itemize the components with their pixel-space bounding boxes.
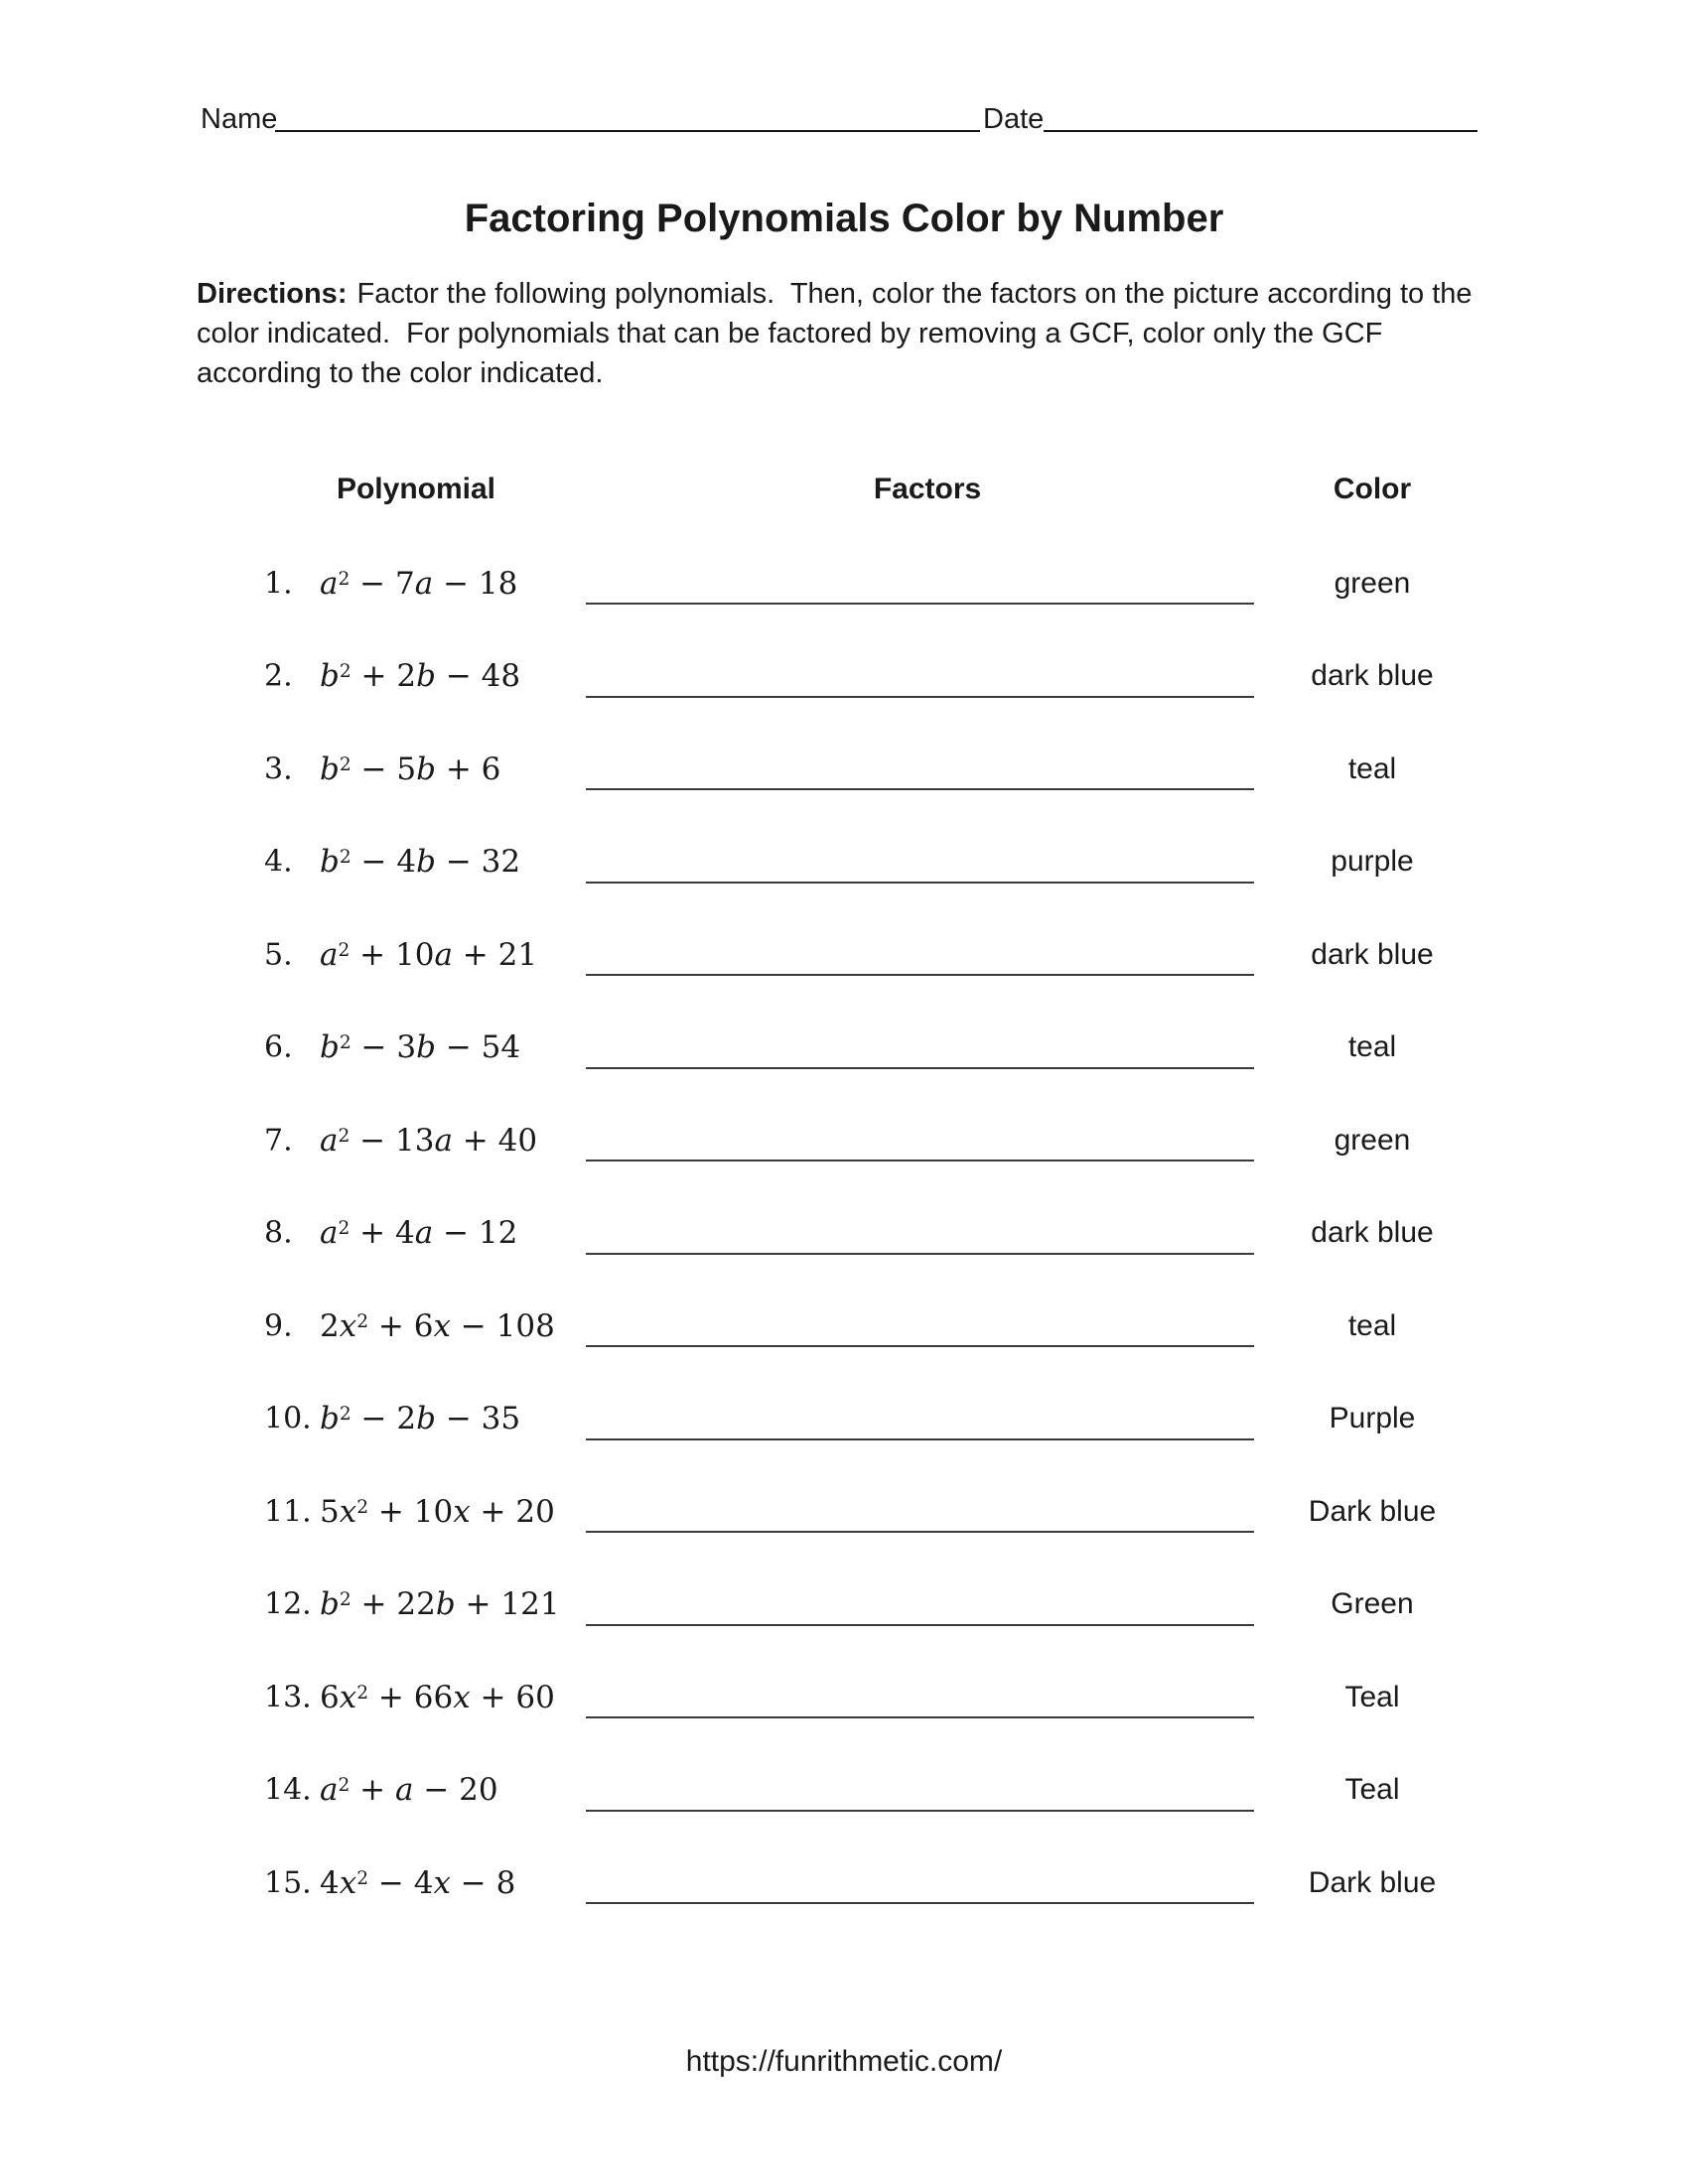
table-row [0, 908, 1688, 1002]
factors-blank-line [586, 1531, 1254, 1533]
color-label: Teal [1344, 1680, 1400, 1713]
table-header-row [0, 467, 1688, 512]
color-label: teal [1347, 1308, 1397, 1342]
factors-blank-line [586, 1810, 1254, 1812]
factors-blank-line [586, 1902, 1254, 1904]
name-blank-line [275, 102, 980, 132]
polynomial-expression: $b^2 - 4b - 32$ [320, 844, 521, 881]
table-row [0, 1280, 1688, 1373]
color-label: Dark blue [1308, 1494, 1437, 1528]
polynomial-expression: $a^2 + 10a + 21$ [320, 936, 538, 973]
polynomial-expression: $2x^2 + 6x - 108$ [320, 1307, 555, 1344]
directions-label: Directions: [197, 278, 348, 310]
row-number: 1. [264, 566, 293, 602]
row-number: 12. [264, 1586, 312, 1622]
polynomial-expression: $a^2 - 7a - 18$ [320, 565, 518, 602]
factors-blank-line [586, 1438, 1254, 1440]
polynomial-expression: $4x^2 - 4x - 8$ [320, 1864, 516, 1901]
row-number: 13. [264, 1680, 312, 1715]
date-blank-line [1044, 102, 1477, 132]
polynomial-expression: $b^2 - 2b - 35$ [320, 1401, 521, 1437]
color-label: dark blue [1311, 659, 1434, 693]
table-row [0, 630, 1688, 724]
problem-list [0, 537, 1688, 1930]
factors-blank-line [586, 696, 1254, 698]
table-row [0, 1465, 1688, 1559]
color-label: Purple [1329, 1402, 1416, 1435]
column-header-factors: Factors [873, 473, 982, 505]
factors-blank-line [586, 1160, 1254, 1161]
color-label: Teal [1344, 1773, 1400, 1807]
factors-blank-line [586, 882, 1254, 884]
color-label: teal [1347, 751, 1397, 785]
color-label: purple [1331, 845, 1414, 879]
color-label: dark blue [1311, 1216, 1434, 1250]
row-number: 4. [264, 844, 293, 880]
page-title: Factoring Polynomials Color by Number [464, 197, 1224, 240]
factors-blank-line [586, 788, 1254, 790]
color-label: Dark blue [1308, 1865, 1437, 1899]
column-header-color: Color [1333, 473, 1412, 505]
factors-blank-line [586, 1716, 1254, 1718]
table-row [0, 1744, 1688, 1838]
directions-paragraph [197, 274, 1492, 393]
factors-blank-line [586, 603, 1254, 605]
polynomial-expression: $6x^2 + 66x + 60$ [320, 1679, 555, 1715]
color-label: green [1334, 566, 1411, 600]
polynomial-expression: $b^2 - 3b - 54$ [320, 1029, 521, 1066]
table-row [0, 1094, 1688, 1187]
name-label: Name [201, 103, 278, 135]
polynomial-expression: $a^2 + a - 20$ [320, 1772, 498, 1809]
table-row [0, 1002, 1688, 1095]
footer-url: https://funrithmetic.com/ [685, 2045, 1003, 2078]
polynomial-expression: $b^2 - 5b + 6$ [320, 751, 501, 787]
table-row [0, 537, 1688, 630]
table-row [0, 1187, 1688, 1281]
polynomial-expression: $b^2 + 2b - 48$ [320, 658, 521, 695]
row-number: 2. [264, 658, 293, 694]
factors-blank-line [586, 974, 1254, 976]
table-row [0, 1651, 1688, 1744]
table-row [0, 1373, 1688, 1466]
factors-blank-line [586, 1345, 1254, 1347]
row-number: 8. [264, 1215, 293, 1251]
row-number: 3. [264, 751, 293, 787]
table-row [0, 723, 1688, 816]
table-row [0, 1837, 1688, 1930]
factors-blank-line [586, 1253, 1254, 1255]
date-label: Date [983, 103, 1045, 135]
color-label: teal [1347, 1030, 1397, 1064]
row-number: 11. [264, 1494, 312, 1530]
table-row [0, 1559, 1688, 1652]
row-number: 10. [264, 1401, 312, 1436]
factors-blank-line [586, 1067, 1254, 1069]
column-header-polynomial: Polynomial [336, 473, 496, 505]
color-label: dark blue [1311, 937, 1434, 971]
row-number: 5. [264, 937, 293, 973]
polynomial-expression: $a^2 + 4a - 12$ [320, 1215, 518, 1252]
directions-text: Factor the following polynomials. Then, color the factors on the picture according to the color indicated. For polynomials that can be factored by removing a GCF, color only the GCF according to the color indicated. [197, 278, 1480, 389]
row-number: 6. [264, 1029, 293, 1065]
color-label: Green [1331, 1587, 1414, 1621]
row-number: 7. [264, 1123, 293, 1159]
polynomial-expression: $b^2 + 22b + 121$ [320, 1586, 560, 1623]
factors-blank-line [586, 1624, 1254, 1626]
row-number: 15. [264, 1865, 312, 1901]
row-number: 14. [264, 1772, 312, 1808]
table-row [0, 816, 1688, 909]
row-number: 9. [264, 1308, 293, 1344]
polynomial-expression: $5x^2 + 10x + 20$ [320, 1493, 555, 1530]
color-label: green [1334, 1123, 1411, 1157]
polynomial-expression: $a^2 - 13a + 40$ [320, 1122, 538, 1159]
